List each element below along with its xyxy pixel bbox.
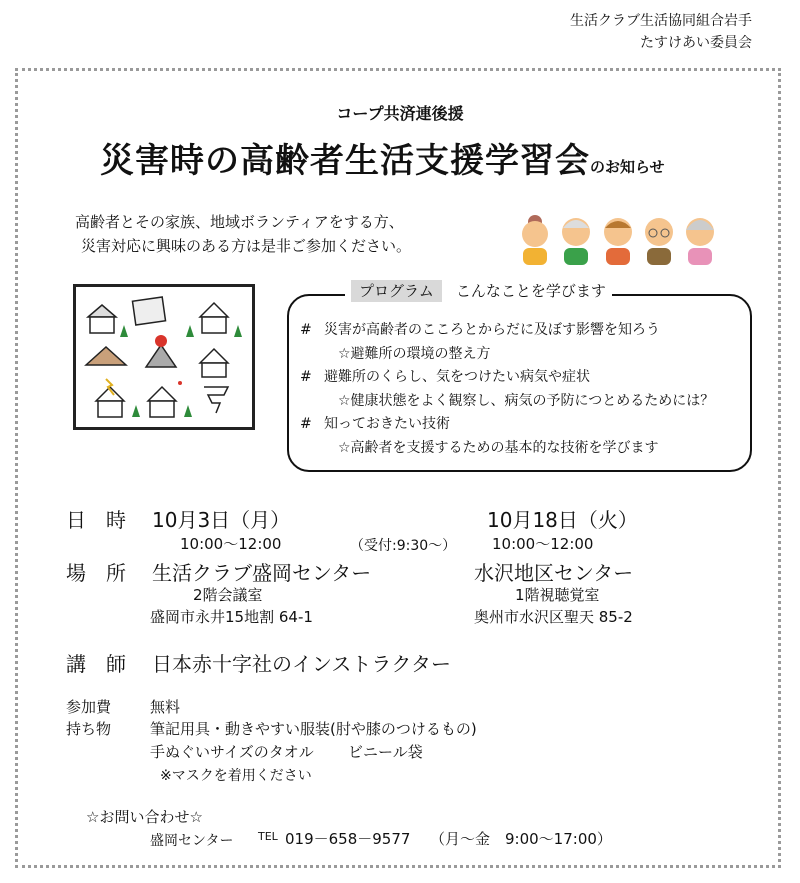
item-mark: # (300, 322, 312, 338)
program-caption: こんなことを学びます (455, 282, 606, 300)
program-item (300, 319, 714, 343)
date-label: 日 時 (66, 508, 126, 532)
intro-line-1: 高齢者とその家族、地域ボランティアをする方、 (75, 213, 404, 231)
place-label: 場 所 (66, 561, 126, 585)
org-name: 生活クラブ生活協同組合岩手 (570, 13, 752, 29)
office-hours: （月～金 9:00～17:00） (430, 830, 612, 848)
address-1: 盛岡市永井15地割 64-1 (150, 608, 313, 626)
program-label: プログラム (351, 280, 442, 302)
lecturer: 日本赤十字社のインストラクター (152, 652, 451, 676)
program-subitem: ☆高齢者を支援するための基本的な技術を学びます (338, 439, 659, 456)
room-2: 1階視聴覚室 (515, 586, 600, 604)
title-suffix: のお知らせ (590, 158, 665, 176)
contact-center: 盛岡センター (150, 833, 234, 849)
date-1: 10月3日（月） (152, 508, 291, 532)
fee: 無料 (150, 698, 181, 716)
program-item (300, 366, 714, 390)
program-subitem: ☆避難所の環境の整え方 (338, 345, 491, 362)
eruption-icon (155, 335, 167, 347)
date-2: 10月18日（火） (487, 508, 638, 532)
org-header (570, 10, 752, 54)
intro-line-2: 災害対応に興味のある方は是非ご参加ください。 (81, 237, 412, 255)
time-2: 10:00～12:00 (492, 535, 594, 553)
program-heading (345, 280, 612, 301)
items-line-2a: 手ぬぐいサイズのタオル (150, 743, 314, 761)
items-line-2b: ビニール袋 (348, 743, 423, 761)
person-icon (604, 218, 632, 265)
intro-text (75, 210, 411, 258)
item-mark: # (300, 416, 312, 432)
program-list (300, 319, 714, 460)
item-text: 災害が高齢者のこころとからだに及ぼす影響を知ろう (324, 322, 660, 338)
page-title (100, 133, 665, 182)
person-icon (686, 218, 714, 265)
program-subitem: ☆健康状態をよく観察し、病気の予防につとめるためには？ (338, 392, 715, 409)
mask-note: ※マスクを着用ください (160, 768, 312, 784)
tel-label: TEL (258, 830, 278, 843)
elderly-people-illustration (515, 210, 720, 265)
program-item (300, 413, 714, 437)
room-1: 2階会議室 (193, 586, 263, 604)
sponsor-subtitle: コープ共済連後援 (336, 104, 464, 123)
contact-heading: ☆お問い合わせ☆ (86, 808, 203, 826)
fee-label: 参加費 (66, 698, 112, 716)
person-icon (522, 215, 548, 265)
title-main: 災害時の高齢者生活支援学習会 (100, 141, 590, 181)
item-mark: # (300, 369, 312, 385)
lecturer-label: 講 師 (66, 652, 126, 676)
time-1: 10:00～12:00 (180, 535, 282, 553)
person-icon (562, 218, 590, 265)
person-icon (645, 218, 673, 265)
reception-time: （受付:9:30～） (350, 538, 457, 554)
item-text: 避難所のくらし、気をつけたい病気や症状 (324, 369, 590, 385)
item-text: 知っておきたい技術 (324, 416, 450, 432)
disaster-illustration (73, 284, 255, 430)
items-line-1: 筆記用具・動きやすい服装(肘や膝のつけるもの) (150, 720, 477, 738)
items-label: 持ち物 (66, 720, 112, 738)
place-2: 水沢地区センター (474, 561, 634, 585)
committee-name: たすけあい委員会 (640, 35, 752, 51)
place-1: 生活クラブ盛岡センター (152, 561, 372, 585)
tel-number: 019－658－9577 (285, 830, 411, 848)
address-2: 奥州市水沢区聖天 85-2 (474, 608, 633, 626)
